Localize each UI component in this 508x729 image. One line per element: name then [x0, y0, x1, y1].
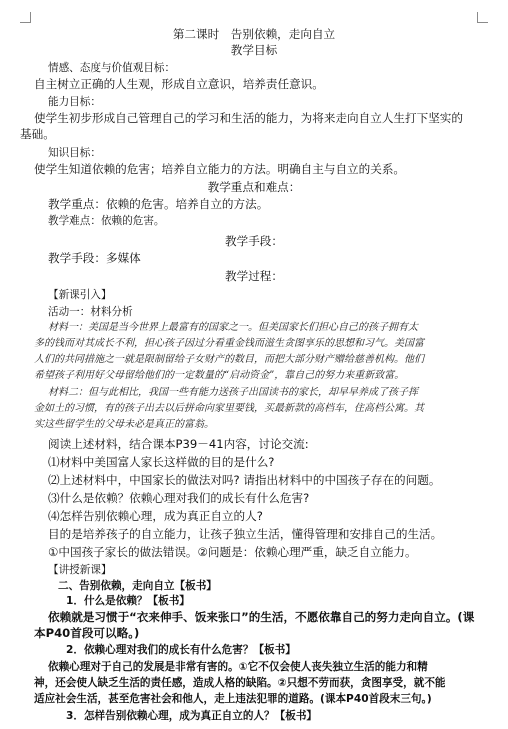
goal-ability-label: 能力目标： [48, 96, 101, 108]
intro-label: 【新课引入】 [48, 289, 112, 301]
goal-knowledge-text: 使学生知道依赖的危害；培养自立能力的方法。明确自主与自立的关系。 [34, 162, 406, 176]
material-one-line: 希望孩子利用好父母留给他们的一定数量的“启动资金”，靠自己的努力来重新致富。 [34, 370, 405, 381]
goal-emotion-label: 情感、态度与价值观目标： [48, 62, 176, 74]
board-heading-2-1: 1．什么是依赖？【板书】 [66, 595, 190, 607]
key-point: 教学重点：依赖的危害。培养自立的方法。 [48, 197, 269, 211]
answer-two: ①中国孩子家长的做法错误。②问题是：依赖心理严重，缺乏自立能力。 [48, 545, 417, 559]
corner-mark-top-left [20, 12, 31, 23]
question-item: ⑴材料中美国富人家长这样做的目的是什么? [48, 455, 275, 469]
goal-ability-text: 使学生初步形成自己管理自己的学习和生活的能力，为将来走向自立人生打下坚实的 [34, 111, 463, 125]
harm-line: 神，还会使人缺乏生活的责任感，造成人格的缺陷。②只想不劳而获，贪图享受，就不能 [34, 677, 446, 689]
lesson-title: 第二课时 告别依赖，走向自立 [172, 27, 336, 41]
definition-line: 依赖就是习惯于“衣来伸手、饭来张口”的生活，不愿依靠自己的努力走向自立。(课 [48, 610, 475, 624]
corner-mark-top-right [477, 12, 488, 23]
material-two-line: 实这些留学生的父母未必是真正的富翁。 [34, 419, 214, 430]
means-heading: 教学手段： [225, 234, 283, 248]
material-one-line: 人们的共同措施之一就是限制留给子女财产的数目，而把大部分财产赠给慈善机构。他们 [34, 354, 424, 365]
activity-one: 活动一：材料分析 [48, 306, 133, 318]
material-one-line: 材料一：美国是当今世界上最富有的国家之一。但美国家长们担心自己的孩子拥有太 [48, 322, 418, 333]
board-heading-two: 二、告别依赖，走向自立【板书】 [58, 580, 217, 592]
goals-heading: 教学目标 [230, 43, 278, 57]
board-heading-2-3: 3．怎样告别依赖心理，成为真正自立的人？【板书】 [66, 710, 318, 722]
material-two-line: 材料二：但与此相比，我国一些有能力送孩子出国读书的家长，却早早养成了孩子挥 [48, 387, 418, 398]
harm-line: 依赖心理对于自己的发展是非常有害的。①它不仅会使人丧失独立生活的能力和精 [48, 661, 428, 673]
teach-label: 【讲授新课】 [48, 564, 112, 576]
means-text: 教学手段：多媒体 [48, 251, 141, 265]
question-item: ⑵上述材料中，中国家长的做法对吗? 请指出材料中的中国孩子存在的问题。 [48, 473, 441, 487]
definition-line-cont: 本P40首段可以略。) [34, 626, 140, 640]
material-two-line: 金如土的习惯，有的孩子出去以后拼命向家里要钱，买最新款的高档车，住高档公寓。其 [34, 403, 424, 414]
board-heading-2-2: 2．依赖心理对我们的成长有什么危害？【板书】 [66, 644, 296, 656]
goal-knowledge-label: 知识目标： [48, 147, 101, 159]
harm-line: 适应社会生活，甚至危害社会和他人，走上违法犯罪的道路。(课本P40首段末三句。) [34, 693, 432, 705]
answer-one: 目的是培养孩子的自立能力，让孩子独立生活，懂得管理和安排自己的生活。 [48, 527, 443, 541]
goal-emotion-text: 自主树立正确的人生观，形成自立意识，培养责任意识。 [34, 77, 324, 91]
goal-ability-text-cont: 基础。 [20, 127, 55, 141]
question-item: ⑷怎样告别依赖心理，成为真正自立的人? [48, 509, 263, 523]
keys-heading: 教学重点和难点： [207, 180, 301, 194]
read-instruction: 阅读上述材料，结合课本P39－41内容，讨论交流: [48, 437, 309, 451]
difficult-point: 教学难点：依赖的危害。 [48, 215, 165, 227]
question-item: ⑶什么是依赖？依赖心理对我们的成长有什么危害? [48, 491, 310, 505]
process-heading: 教学过程： [225, 269, 283, 283]
material-one-line: 多的钱而对其成长不利，担心孩子因过分看重金钱而滋生贪图享乐的思想和习气。美国富 [34, 338, 424, 349]
